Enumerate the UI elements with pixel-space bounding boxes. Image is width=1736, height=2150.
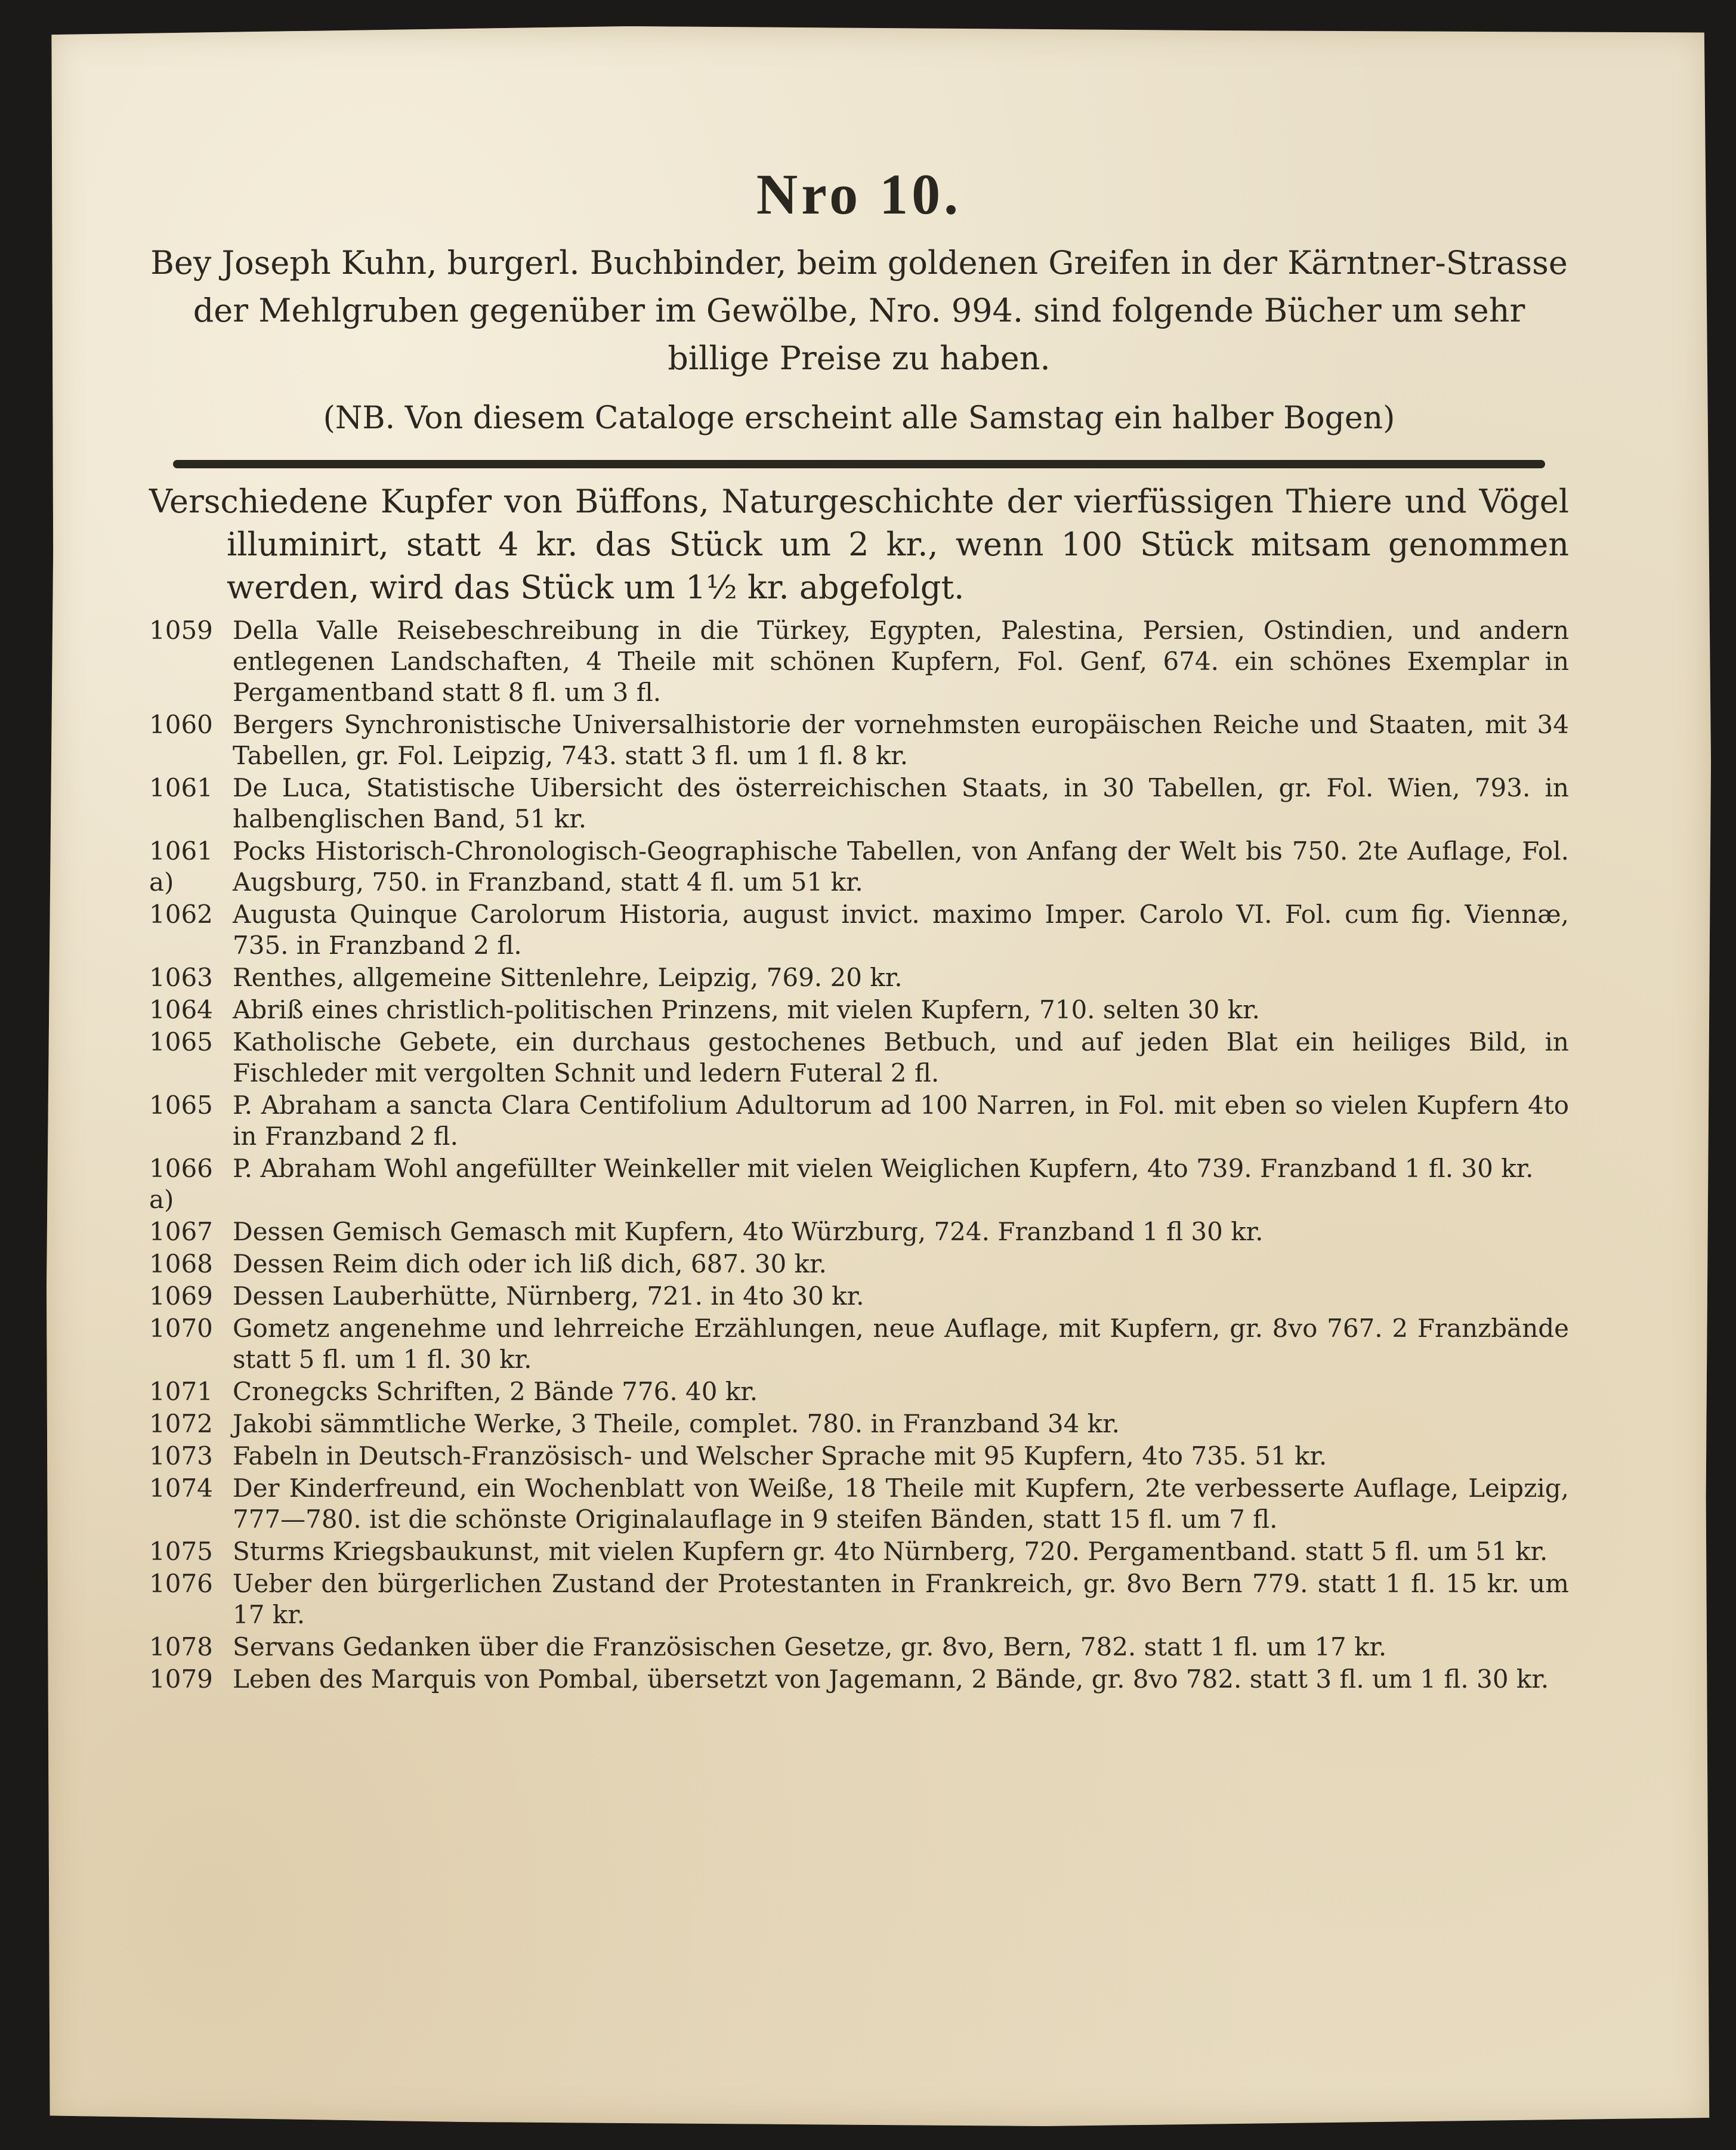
list-item [149,1027,1569,1089]
list-item [149,962,1569,993]
entry-number: 1067 [149,1217,213,1246]
entry-number: 1059 [149,616,213,645]
entry-number: 1074 [149,1474,213,1503]
list-item [149,1568,1569,1630]
entry-text: P. Abraham Wohl angefüllter Weinkeller mit vielen Weiglichen Kupfern, 4to 739. Franzband 1 fl. 30 kr. [233,1154,1534,1183]
entry-list [149,615,1569,1695]
entry-number: 1066 a) [149,1154,213,1214]
entry-text: Jakobi sämmtliche Werke, 3 Theile, complet. 780. in Franzband 34 kr. [233,1409,1120,1438]
list-item [149,1376,1569,1407]
entry-number: 1071 [149,1377,213,1406]
entry-number: 1065 [149,1091,213,1120]
entry-text: Augusta Quinque Carolorum Historia, august invict. maximo Imper. Carolo VI. Fol. cum fig. Viennæ, 735. in Franzband 2 fl. [233,900,1569,960]
entry-text: P. Abraham a sancta Clara Centifolium Adultorum ad 100 Narren, in Fol. mit eben so vielen Kupfern 4to in Franzband 2 fl. [233,1091,1569,1151]
list-item [149,1441,1569,1472]
list-item [149,1632,1569,1663]
entry-text: Pocks Historisch-Chronologisch-Geographische Tabellen, von Anfang der Welt bis 750. 2te Auflage, Fol. Augsburg, 750. in Franzband, statt 4 fl. um 51 kr. [233,836,1569,897]
entry-number: 1079 [149,1664,213,1694]
entry-number: 1072 [149,1409,213,1438]
entry-number: 1060 [149,710,213,739]
bookseller-intro: Bey Joseph Kuhn, burgerl. Buchbinder, beim goldenen Greifen in der Kärntner-Strasse der Mehlgruben gegenüber im Gewölbe, Nro. 994. sind folgende Bücher um sehr billige Preise zu haben. [150,244,1568,377]
entry-text: Katholische Gebete, ein durchaus gestochenes Betbuch, und auf jeden Blat ein heiliges Bild, in Fischleder mit vergolten Schnit und ledern Futeral 2 fl. [233,1027,1569,1088]
entry-text: Ueber den bürgerlichen Zustand der Protestanten in Frankreich, gr. 8vo Bern 779. statt 1 fl. 15 kr. um 17 kr. [233,1569,1569,1629]
entry-number: 1062 [149,900,213,929]
entry-text: Abriß eines christlich-politischen Prinzens, mit vielen Kupfern, 710. selten 30 kr. [233,995,1260,1024]
list-item [149,1408,1569,1439]
entry-text: Renthes, allgemeine Sittenlehre, Leipzig, 769. 20 kr. [233,963,903,992]
list-item [149,1216,1569,1247]
entry-number: 1070 [149,1314,213,1343]
entry-number: 1076 [149,1569,213,1598]
entry-text: Della Valle Reisebeschreibung in die Türkey, Egypten, Palestina, Persien, Ostindien, und andern entlegenen Landschaften, 4 Theile mit schönen Kupfern, Fol. Genf, 674. ein schönes Exemplar in Pergamentband statt 8 fl. um 3 fl. [233,616,1569,707]
list-item [149,1249,1569,1280]
entry-text: Gometz angenehme und lehrreiche Erzählungen, neue Auflage, mit Kupfern, gr. 8vo 767. 2 Franzbände statt 5 fl. um 1 fl. 30 kr. [233,1314,1569,1374]
entry-text: Cronegcks Schriften, 2 Bände 776. 40 kr. [233,1377,758,1406]
list-item [149,1536,1569,1567]
entry-text: Bergers Synchronistische Universalhistorie der vornehmsten europäischen Reiche und Staaten, mit 34 Tabellen, gr. Fol. Leipzig, 743. statt 3 fl. um 1 fl. 8 kr. [233,710,1569,770]
entry-number: 1073 [149,1441,213,1471]
list-item [149,615,1569,708]
entry-text: Leben des Marquis von Pombal, übersetzt von Jagemann, 2 Bände, gr. 8vo 782. statt 3 fl. um 1 fl. 30 kr. [233,1664,1549,1694]
catalogue-note: (NB. Von diesem Cataloge erscheint alle Samstag ein halber Bogen) [323,400,1395,436]
entry-number: 1075 [149,1537,213,1566]
list-item [149,1473,1569,1535]
list-item [149,709,1569,771]
entry-text: Dessen Reim dich oder ich liß dich, 687. 30 kr. [233,1249,827,1278]
entry-text: Dessen Lauberhütte, Nürnberg, 721. in 4to 30 kr. [233,1281,864,1311]
entry-text: Dessen Gemisch Gemasch mit Kupfern, 4to Würzburg, 724. Franzband 1 fl 30 kr. [233,1217,1264,1246]
entry-number: 1065 [149,1027,213,1057]
entry-text: De Luca, Statistische Uibersicht des österreichischen Staats, in 30 Tabellen, gr. Fol. Wien, 793. in halbenglischen Band, 51 kr. [233,773,1569,833]
entry-number: 1069 [149,1281,213,1311]
entry-number: 1068 [149,1249,213,1278]
list-item [149,836,1569,898]
entry-number: 1064 [149,995,213,1024]
entry-text: Der Kinderfreund, ein Wochenblatt von Weiße, 18 Theile mit Kupfern, 2te verbesserte Auflage, Leipzig, 777—780. ist die schönste Originalauflage in 9 steifen Bänden, statt 15 fl. um 7 fl. [233,1474,1569,1534]
list-item [149,899,1569,961]
list-item [149,1313,1569,1375]
entry-number: 1061 a) [149,836,213,897]
entry-number: 1063 [149,963,213,992]
entry-text: Servans Gedanken über die Französischen Gesetze, gr. 8vo, Bern, 782. statt 1 fl. um 17 kr. [233,1632,1387,1661]
list-item [149,773,1569,835]
list-item [149,994,1569,1025]
lead-entry: Verschiedene Kupfer von Büffons, Naturgeschichte der vierfüssigen Thiere und Vögel illuminirt, statt 4 kr. das Stück um 2 kr., wenn 100 Stück mitsam genommen werden, wird das Stück um 1½ kr. abgefolgt. [149,483,1569,606]
list-item [149,1090,1569,1152]
list-item [149,1281,1569,1312]
entry-number: 1061 [149,773,213,802]
divider-rule [173,460,1545,468]
list-item [149,1664,1569,1695]
entry-text: Sturms Kriegsbaukunst, mit vielen Kupfern gr. 4to Nürnberg, 720. Pergamentband. statt 5 fl. um 51 kr. [233,1537,1548,1566]
issue-number: Nro 10. [756,162,962,226]
entry-number: 1078 [149,1632,213,1661]
list-item [149,1153,1569,1215]
entry-text: Fabeln in Deutsch-Französisch- und Welscher Sprache mit 95 Kupfern, 4to 735. 51 kr. [233,1441,1327,1471]
catalogue-page [149,161,1569,1696]
